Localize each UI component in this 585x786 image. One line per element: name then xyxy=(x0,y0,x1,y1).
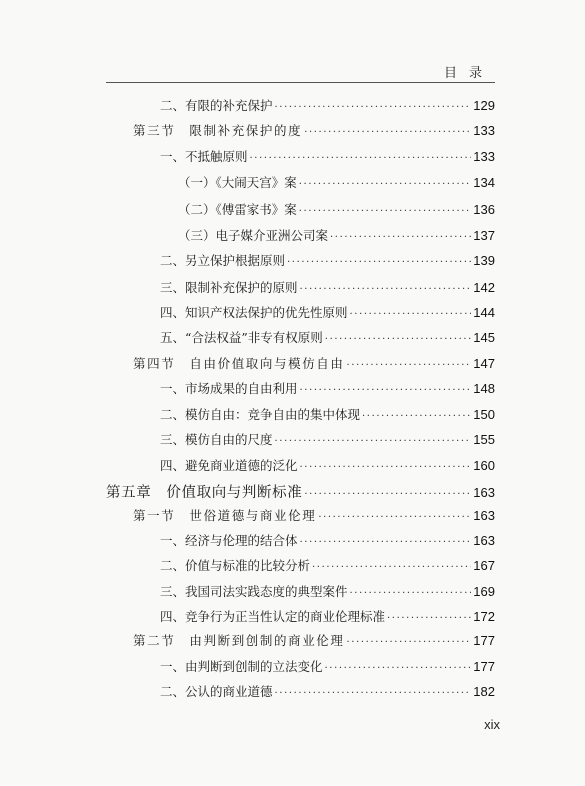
toc-entry-title: 四、避免商业道德的泛化 xyxy=(160,458,298,473)
toc-entry[interactable] xyxy=(160,582,495,602)
toc-leader-dots xyxy=(304,127,471,138)
toc-page-number: 169 xyxy=(473,584,495,599)
toc-page-number: 145 xyxy=(473,330,495,345)
toc-page-number: 134 xyxy=(473,175,495,190)
toc-entry-title: 第五章 价值取向与判断标准 xyxy=(106,485,303,501)
toc-entry-title: 二、模仿自由：竞争自由的集中体现 xyxy=(160,407,361,422)
toc-entry[interactable] xyxy=(160,607,495,627)
toc-entry-title: 三、限制补充保护的原则 xyxy=(160,280,298,295)
toc-entry-title: 四、竞争行为正当性认定的商业伦理标准 xyxy=(160,609,386,624)
toc-entry[interactable] xyxy=(133,506,495,526)
toc-entry-title: 三、模仿自由的尺度 xyxy=(160,432,273,447)
toc-page-number: 133 xyxy=(473,149,495,164)
toc-entry[interactable] xyxy=(160,456,495,476)
header-rule xyxy=(106,82,495,83)
toc-entry[interactable] xyxy=(160,531,495,551)
toc-entry[interactable] xyxy=(106,481,495,501)
toc-entry[interactable] xyxy=(133,631,495,651)
running-header: 目录 xyxy=(443,66,494,81)
toc-entry-title: 二、公认的商业道德 xyxy=(160,684,273,699)
toc-entry-title: 二、价值与标准的比较分析 xyxy=(160,558,311,573)
toc-entry-title: （一）《大闹天宫》案 xyxy=(178,175,297,190)
toc-page-number: 129 xyxy=(473,98,495,113)
toc-page-number: 155 xyxy=(473,432,495,447)
toc-entry-title: 四、知识产权法保护的优先性原则 xyxy=(160,305,348,320)
toc-leader-dots xyxy=(325,663,472,674)
toc-entry-title: （二）《傅雷家书》案 xyxy=(178,202,297,217)
toc-leader-dots xyxy=(350,309,472,320)
toc-entry[interactable] xyxy=(160,251,495,271)
toc-leader-dots xyxy=(299,206,472,217)
toc-entry[interactable] xyxy=(160,147,495,167)
toc-entry-title: 二、有限的补充保护 xyxy=(160,98,273,113)
toc-page-number: 163 xyxy=(473,485,495,500)
toc-page-number: 147 xyxy=(473,356,495,371)
toc-entry-title: 第一节 世俗道德与商业伦理 xyxy=(133,508,317,523)
toc-leader-dots xyxy=(318,512,471,523)
toc-leader-dots xyxy=(275,436,472,447)
toc-leader-dots xyxy=(275,102,472,113)
toc-leader-dots xyxy=(287,257,471,268)
toc-page-number: 182 xyxy=(473,684,495,699)
toc-entry-title: 第三节 限制补充保护的度 xyxy=(133,123,303,138)
toc-entry[interactable] xyxy=(178,226,495,246)
toc-entry-title: 二、另立保护根据原则 xyxy=(160,253,286,268)
toc-entry[interactable] xyxy=(160,96,495,116)
toc-entry[interactable] xyxy=(160,556,495,576)
toc-leader-dots xyxy=(387,613,471,624)
toc-entry[interactable] xyxy=(160,657,495,677)
toc-entry[interactable] xyxy=(160,328,495,348)
toc-entry[interactable] xyxy=(160,682,495,702)
toc-leader-dots xyxy=(250,153,472,164)
toc-entry[interactable] xyxy=(160,379,495,399)
page-folio: xix xyxy=(484,717,500,732)
toc-page-number: 172 xyxy=(473,609,495,624)
toc-page-number: 160 xyxy=(473,458,495,473)
toc-leader-dots xyxy=(275,688,472,699)
toc-page-number: 144 xyxy=(473,305,495,320)
toc-entry-title: 第二节 由判断到创制的商业伦理 xyxy=(133,633,345,648)
toc-page-number: 167 xyxy=(473,558,495,573)
toc-leader-dots xyxy=(299,179,472,190)
toc-page-number: 148 xyxy=(473,381,495,396)
toc-entry-title: 一、市场成果的自由利用 xyxy=(160,381,298,396)
toc-page-number: 163 xyxy=(473,533,495,548)
toc-leader-dots xyxy=(330,232,471,243)
toc-leader-dots xyxy=(362,411,471,422)
toc-entry-title: 第四节 自由价值取向与模仿自由 xyxy=(133,356,345,371)
toc-entry[interactable] xyxy=(160,405,495,425)
toc-leader-dots xyxy=(347,360,472,371)
toc-entry[interactable] xyxy=(160,303,495,323)
toc-leader-dots xyxy=(350,588,472,599)
toc-entry[interactable] xyxy=(160,278,495,298)
toc-page-number: 133 xyxy=(473,123,495,138)
toc-page-number: 177 xyxy=(473,633,495,648)
toc-entry-title: 五、“合法权益”非专有权原则 xyxy=(160,330,323,345)
toc-leader-dots xyxy=(300,462,472,473)
toc-page-number: 142 xyxy=(473,280,495,295)
toc-entry-title: 三、我国司法实践态度的典型案件 xyxy=(160,584,348,599)
toc-page-number: 150 xyxy=(473,407,495,422)
toc-entry[interactable] xyxy=(160,430,495,450)
toc-leader-dots xyxy=(304,489,471,500)
toc-leader-dots xyxy=(300,537,472,548)
toc-leader-dots xyxy=(300,385,472,396)
toc-page-number: 177 xyxy=(473,659,495,674)
toc-entry-title: 一、由判断到创制的立法变化 xyxy=(160,659,323,674)
toc-entry[interactable] xyxy=(178,200,495,220)
toc-page-number: 136 xyxy=(473,202,495,217)
toc-page-number: 137 xyxy=(473,228,495,243)
toc-leader-dots xyxy=(325,334,472,345)
toc-leader-dots xyxy=(300,284,472,295)
toc-page-number: 163 xyxy=(473,508,495,523)
toc-page-number: 139 xyxy=(473,253,495,268)
toc-entry-title: 一、经济与伦理的结合体 xyxy=(160,533,298,548)
toc-entry[interactable] xyxy=(133,354,495,374)
toc-entry[interactable] xyxy=(133,121,495,141)
toc-entry[interactable] xyxy=(178,173,495,193)
toc-entry-title: （三）电子媒介亚洲公司案 xyxy=(178,228,329,243)
toc-leader-dots xyxy=(347,637,472,648)
toc-entry-title: 一、不抵触原则 xyxy=(160,149,248,164)
toc-leader-dots xyxy=(312,562,471,573)
